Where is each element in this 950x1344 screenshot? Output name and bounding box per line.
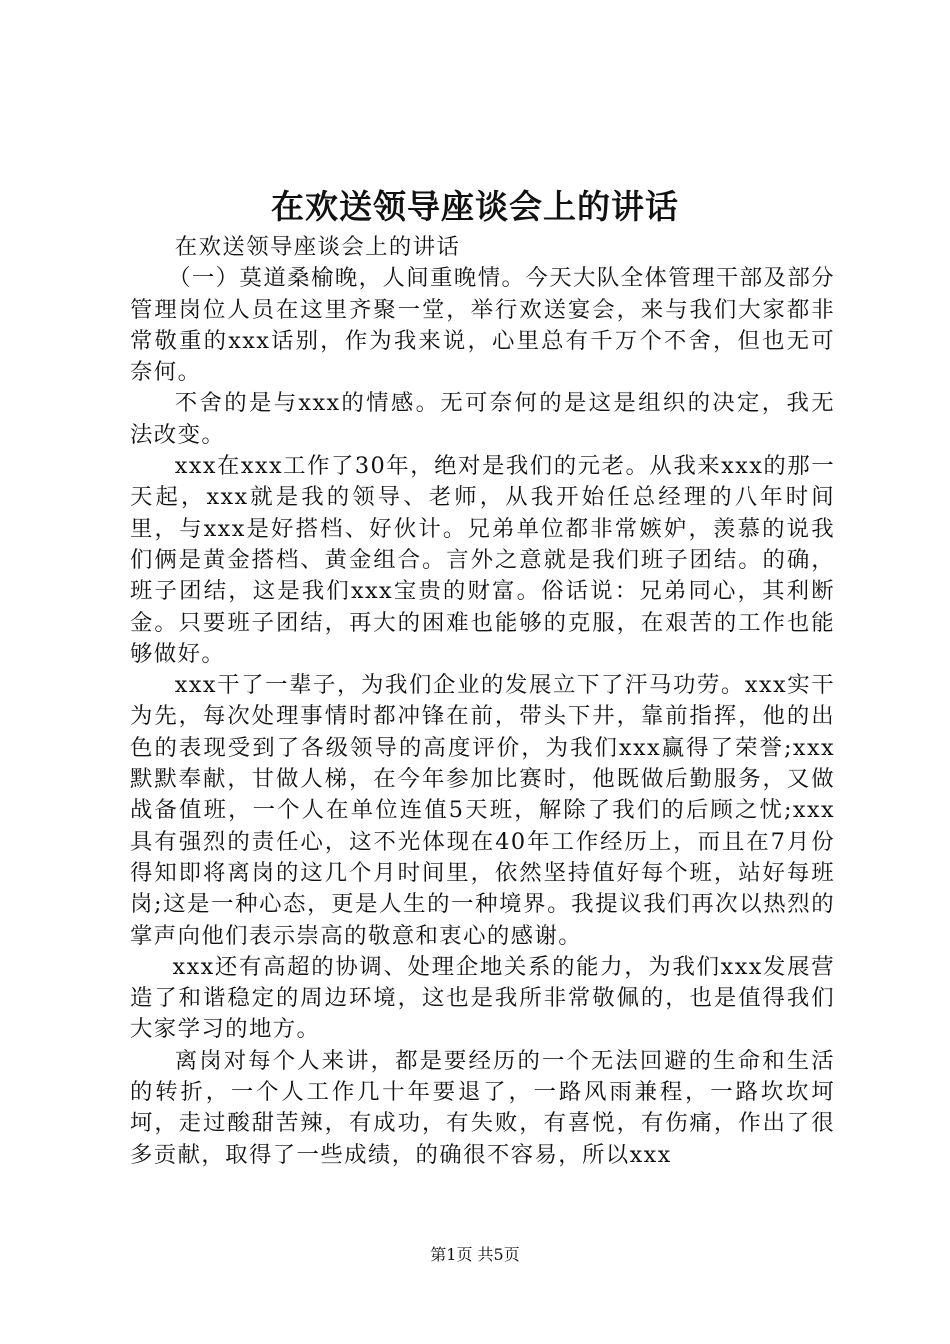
page-footer: 第1页 共5页 bbox=[430, 1245, 520, 1264]
paragraph: 不舍的是与xxx的情感。无可奈何的是这是组织的决定，我无法改变。 bbox=[130, 390, 835, 448]
document-title: 在欢送领导座谈会上的讲话 bbox=[271, 187, 679, 226]
paragraph: 离岗对每个人来讲，都是要经历的一个无法回避的生命和生活的转折，一个人工作几十年要退了，一路风雨兼程，一路坎坎坷坷，走过酸甜苦辣，有成功，有失败，有喜悦，有伤痛，作出了很多贡献，取得了一些成绩，的确很不容易，所以xxx bbox=[130, 1047, 835, 1168]
paragraph: （一）莫道桑榆晚，人间重晚情。今天大队全体管理干部及部分管理岗位人员在这里齐聚一堂，举行欢送宴会，来与我们大家都非常敬重的xxx话别，作为我来说，心里总有千万个不舍，但也无可奈何。 bbox=[130, 265, 835, 386]
paragraph: xxx还有高超的协调、处理企地关系的能力，为我们xxx发展营造了和谐稳定的周边环境，这也是我所非常敬佩的，也是值得我们大家学习的地方。 bbox=[130, 953, 835, 1043]
paragraph: xxx干了一辈子，为我们企业的发展立下了汗马功劳。xxx实干为先，每次处理事情时都冲锋在前，带头下井，靠前指挥，他的出色的表现受到了各级领导的高度评价，为我们xxx赢得了荣誉;xxx默默奉献，甘做人梯，在今年参加比赛时，他既做后勤服务，又做战备值班，一个人在单位连值5天班，解除了我们的后顾之忧;xxx具有强烈的责任心，这不光体现在40年工作经历上，而且在7月份得知即将离岗的这几个月时间里，依然坚持值好每个班，站好每班岗;这是一种心态，更是人生的一种境界。我提议我们再次以热烈的掌声向他们表示崇高的敬意和衷心的感谢。 bbox=[130, 672, 835, 949]
paragraph: 在欢送领导座谈会上的讲话 bbox=[174, 234, 461, 260]
paragraph: xxx在xxx工作了30年，绝对是我们的元老。从我来xxx的那一天起，xxx就是我的领导、老师，从我开始任总经理的八年时间里，与xxx是好搭档、好伙计。兄弟单位都非常嫉妒，羡慕的说我们俩是黄金搭档、黄金组合。言外之意就是我们班子团结。的确，班子团结，这是我们xxx宝贵的财富。俗话说：兄弟同心，其利断金。只要班子团结，再大的困难也能够的克服，在艰苦的工作也能够做好。 bbox=[130, 453, 835, 667]
document-body bbox=[130, 232, 835, 1171]
